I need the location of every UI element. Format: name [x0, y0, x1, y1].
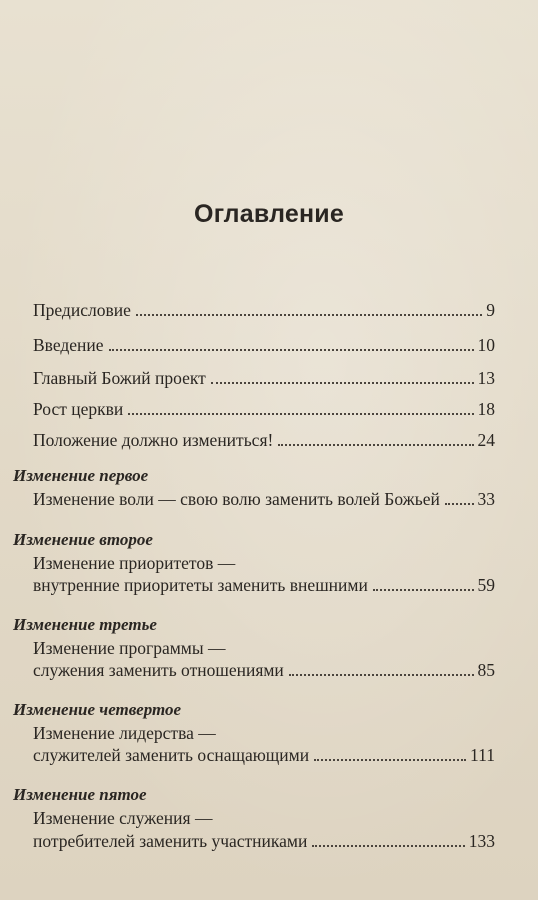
toc-page-number: 59 [477, 575, 495, 595]
toc-entry-part-1 [33, 488, 495, 510]
toc-page-number: 13 [477, 368, 495, 388]
toc-entry-line: Изменение служения — [33, 808, 213, 828]
toc-entry-text: служителей заменить оснащающими [33, 745, 310, 765]
dot-leader [109, 349, 474, 351]
page-title: Оглавление [194, 200, 344, 228]
toc-entry-text: Предисловие [33, 300, 131, 320]
toc-page-number: 10 [477, 335, 495, 355]
toc-entry-text: потребителей заменить участниками [33, 831, 308, 851]
toc-page-number: 9 [486, 300, 495, 320]
toc-entry-text: Главный Божий проект [33, 368, 206, 388]
toc-entry-text: внутренние приоритеты заменить внешними [33, 575, 368, 595]
part-heading: Изменение второе [13, 530, 153, 549]
toc-entry-line: Изменение лидерства — [33, 723, 216, 743]
dot-leader [289, 674, 474, 676]
toc-entry-line: Изменение приоритетов — [33, 553, 236, 573]
toc-entry-line: Изменение программы — [33, 638, 226, 658]
toc-page-number: 133 [468, 831, 495, 851]
part-heading: Изменение четвертое [13, 700, 182, 719]
dot-leader [211, 382, 474, 384]
dot-leader [445, 503, 474, 505]
dot-leader [373, 589, 474, 591]
toc-entry-text: Изменение воли — свою волю заменить волей Божьей [33, 489, 440, 509]
toc-entry-text: Рост церкви [33, 399, 124, 419]
toc-entry-church-growth [33, 398, 495, 420]
toc-entry-must-change [33, 429, 495, 451]
toc-page-number: 24 [477, 430, 495, 450]
toc-entry-text: служения заменить отношениями [33, 660, 284, 680]
toc-entry-text: Положение должно измениться! [33, 430, 274, 450]
dot-leader [312, 845, 464, 847]
toc-entry-main-project [33, 367, 495, 389]
toc-entry-text: Введение [33, 335, 104, 355]
part-heading: Изменение пятое [13, 785, 147, 804]
toc-entry-preface [33, 299, 495, 321]
dot-leader [128, 413, 473, 415]
toc-entry-introduction [33, 334, 495, 356]
dot-leader [278, 444, 473, 446]
toc-page-number: 111 [470, 745, 495, 765]
dot-leader [136, 314, 482, 316]
toc-page-number: 85 [477, 660, 495, 680]
toc-page-number: 33 [477, 489, 495, 509]
part-heading: Изменение третье [13, 615, 157, 634]
toc-page-number: 18 [477, 399, 495, 419]
toc-entry-part-2 [33, 574, 495, 596]
toc-entry-part-3 [33, 659, 495, 681]
dot-leader [314, 759, 466, 761]
toc-entry-part-4 [33, 744, 495, 766]
part-heading: Изменение первое [13, 466, 149, 485]
toc-entry-part-5 [33, 830, 495, 852]
